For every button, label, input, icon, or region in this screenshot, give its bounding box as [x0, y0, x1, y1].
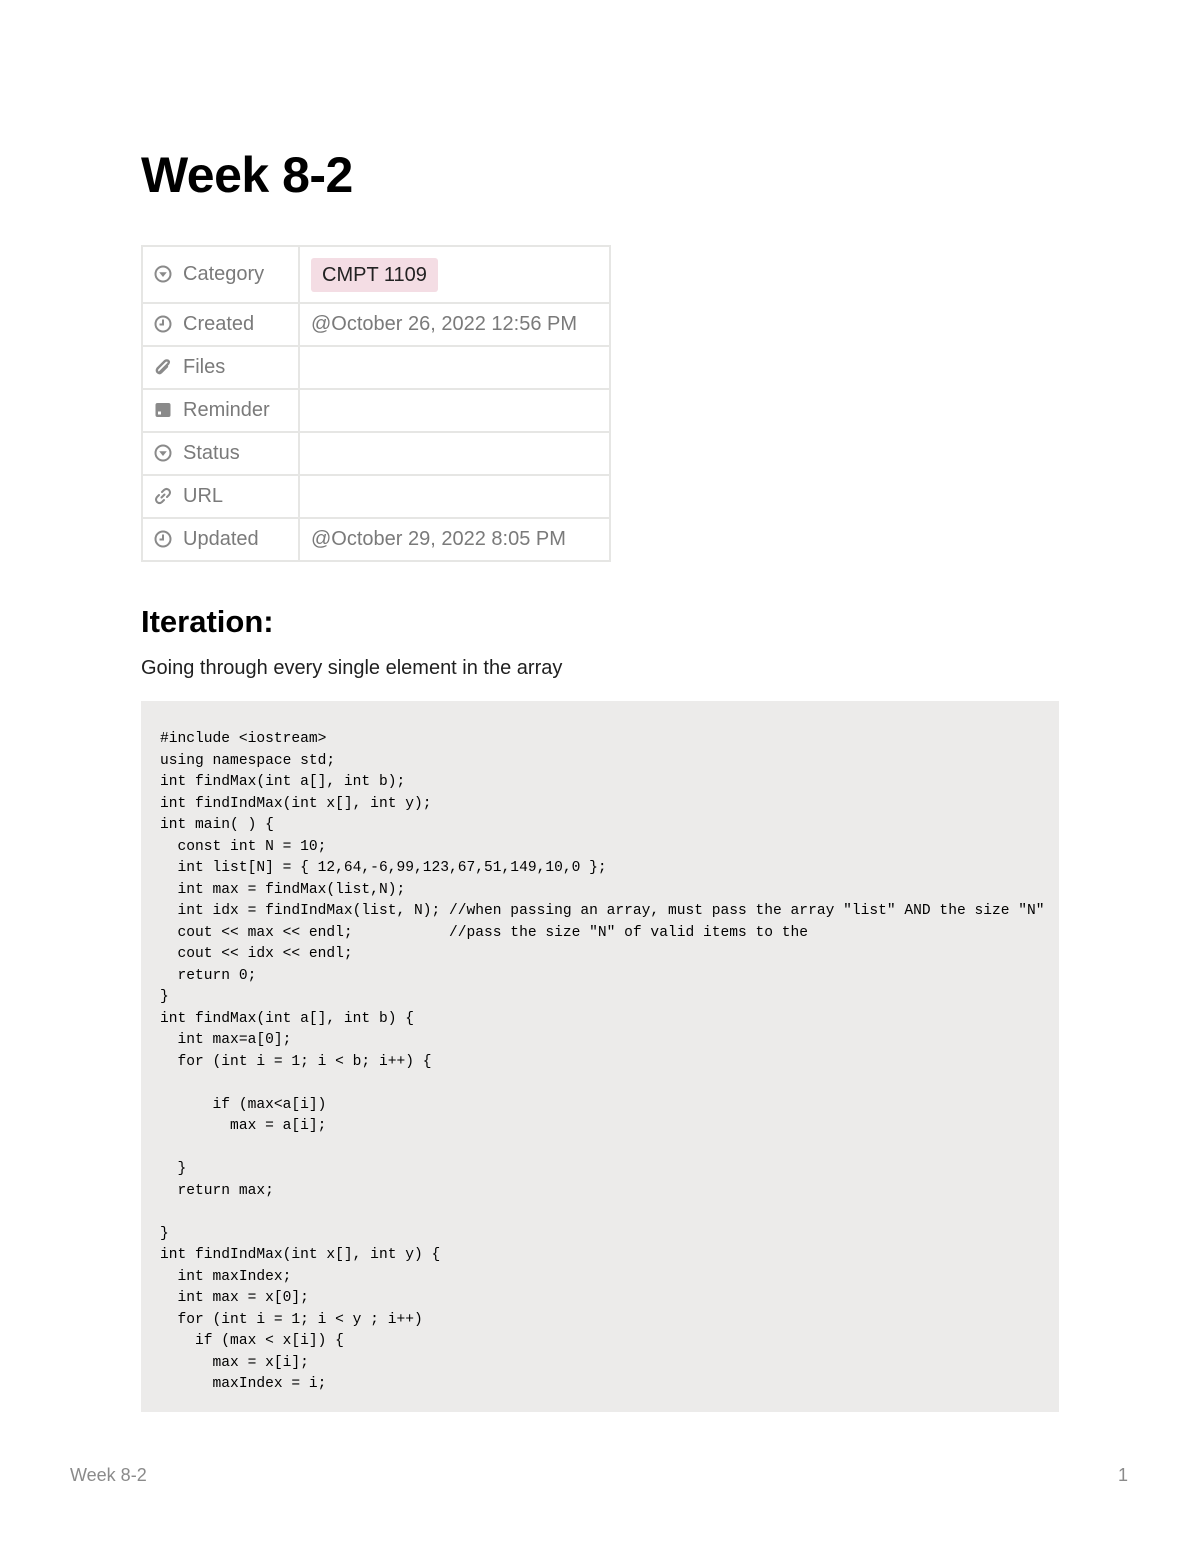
clock-icon — [154, 530, 172, 548]
property-value-cell[interactable] — [299, 475, 610, 518]
select-icon — [154, 265, 172, 283]
property-row — [142, 518, 610, 561]
properties-table — [141, 245, 611, 562]
category-tag[interactable]: CMPT 1109 — [311, 258, 438, 292]
property-key: Updated — [183, 528, 259, 550]
property-key-cell — [142, 303, 299, 346]
footer-page-number: 1 — [1117, 1465, 1128, 1485]
section-paragraph: Going through every single element in the array — [141, 657, 563, 679]
property-key: Files — [183, 356, 226, 378]
code-text: #include <iostream> using namespace std; int findMax(int a[], int b); int findIndMax(int x[], int y); int main( ) { const int N = 10; int list[N] = { 12,64,-6,99,123,67,51,149,10,0 }; int max = findMax(list,N); int idx = findIndMax(list, N); //when passing an array, must pass the array "list" AND the size "N" cout << max << endl; //pass the size "N" of valid items to the cout << idx << endl; return 0; } int findMax(int a[], int b) { int max=a[0]; for (int i = 1; i < b; i++) { if (max<a[i]) max = a[i]; } return max; } int findIndMax(int x[], int y) { int maxIndex; int max = x[0]; for (int i = 1; i < y ; i++) if (max < x[i]) { max = x[i]; maxIndex = i; — [160, 731, 1045, 1392]
select-icon — [154, 444, 172, 462]
property-key: Created — [183, 313, 255, 335]
property-value-cell[interactable] — [299, 518, 610, 561]
property-row — [142, 246, 610, 303]
link-icon — [154, 487, 172, 505]
code-block[interactable] — [141, 701, 1059, 1412]
property-key: Category — [183, 263, 265, 285]
property-row — [142, 303, 610, 346]
section-heading: Iteration: — [141, 604, 274, 639]
property-value-cell[interactable] — [299, 246, 610, 303]
property-value-cell[interactable] — [299, 389, 610, 432]
property-value-cell[interactable] — [299, 346, 610, 389]
page-title: Week 8-2 — [141, 147, 353, 203]
property-row — [142, 432, 610, 475]
property-value-cell[interactable] — [299, 303, 610, 346]
property-key-cell — [142, 246, 299, 303]
calendar-icon — [154, 401, 172, 419]
property-key: Status — [183, 442, 240, 464]
property-row — [142, 389, 610, 432]
property-value-cell[interactable] — [299, 432, 610, 475]
property-row — [142, 475, 610, 518]
property-key-cell — [142, 346, 299, 389]
property-value: @October 26, 2022 12:56 PM — [311, 313, 578, 335]
property-key: URL — [183, 485, 224, 507]
property-key-cell — [142, 389, 299, 432]
property-key-cell — [142, 518, 299, 561]
property-key-cell — [142, 432, 299, 475]
property-key-cell — [142, 475, 299, 518]
footer-title: Week 8-2 — [70, 1465, 147, 1485]
property-value: @October 29, 2022 8:05 PM — [311, 528, 566, 550]
paperclip-icon — [154, 358, 172, 376]
property-key: Reminder — [183, 399, 270, 421]
clock-icon — [154, 315, 172, 333]
property-row — [142, 346, 610, 389]
